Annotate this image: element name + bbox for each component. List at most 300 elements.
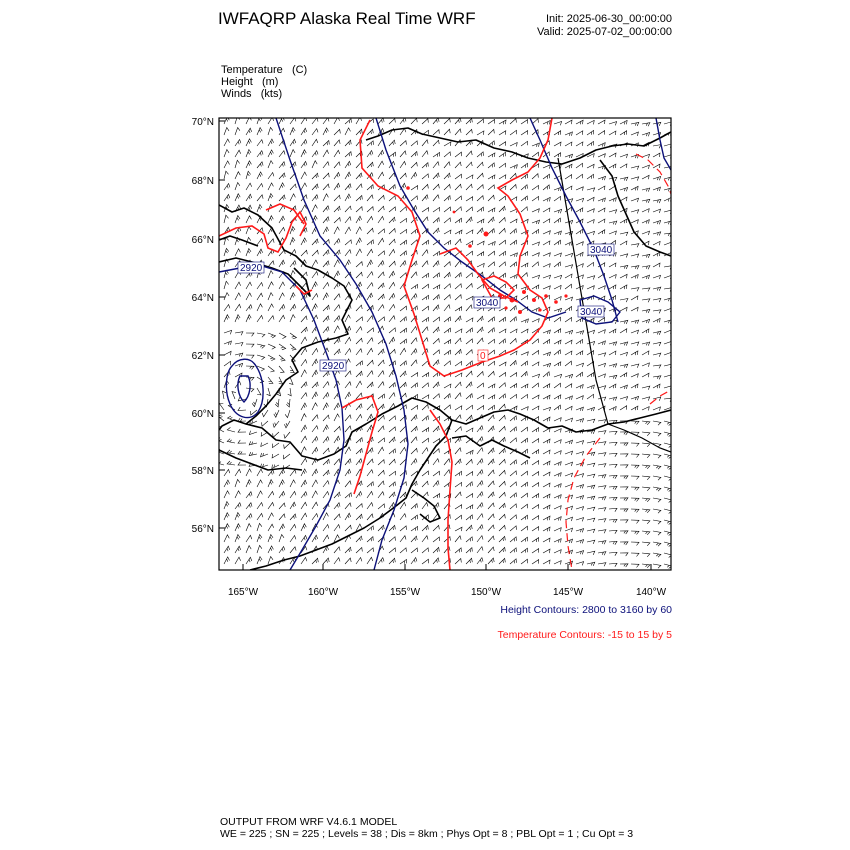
- wind-barb: [433, 426, 439, 432]
- wind-barb: [620, 320, 628, 324]
- wind-barb: [444, 547, 450, 553]
- wind-barb: [499, 206, 505, 212]
- wind-barb: [433, 251, 440, 256]
- wind-barb: [290, 150, 295, 157]
- wind-barb: [664, 352, 672, 356]
- wind-barb: [488, 129, 494, 135]
- wind-barb: [444, 350, 451, 355]
- wind-barb: [224, 361, 231, 366]
- wind-barb: [367, 162, 373, 168]
- wind-barb: [609, 364, 617, 368]
- wind-barb: [653, 553, 661, 557]
- wind-barb: [235, 535, 240, 543]
- wind-barb: [455, 361, 462, 366]
- wind-barb: [301, 436, 307, 443]
- wind-barb: [389, 282, 395, 289]
- wind-barb: [301, 128, 307, 135]
- wind-barb: [290, 315, 295, 322]
- wind-barb: [257, 315, 263, 322]
- wind-barb: [238, 451, 246, 454]
- wind-barb: [543, 174, 550, 179]
- wind-barb: [631, 564, 639, 568]
- wind-barb: [532, 406, 539, 410]
- wind-barb: [664, 242, 672, 246]
- wind-barb: [466, 230, 473, 234]
- wind-barb: [554, 231, 561, 235]
- wind-barb: [532, 560, 539, 564]
- wind-barb: [466, 505, 473, 509]
- wind-barb: [334, 326, 340, 333]
- wind-barb: [279, 173, 285, 179]
- wind-barb: [422, 317, 429, 322]
- wind-barb: [378, 504, 384, 509]
- wind-barb: [587, 188, 595, 192]
- wind-barb: [576, 363, 584, 367]
- wind-barb: [488, 547, 494, 553]
- wind-barb: [543, 450, 550, 454]
- wind-barb: [609, 198, 616, 202]
- wind-barb: [224, 491, 229, 498]
- wind-barb: [235, 150, 241, 157]
- wind-barb: [664, 275, 672, 279]
- wind-barb: [356, 459, 362, 465]
- wind-barb: [356, 558, 362, 565]
- wind-barb: [422, 240, 429, 245]
- wind-barb: [477, 437, 483, 443]
- wind-barb: [301, 140, 307, 147]
- wind-barb: [620, 232, 628, 236]
- wind-barb: [554, 528, 561, 532]
- wind-barb: [477, 228, 483, 234]
- wind-barb: [554, 374, 562, 378]
- wind-barb: [532, 262, 538, 267]
- wind-barb: [345, 469, 351, 476]
- wind-barb: [587, 507, 595, 511]
- wind-barb: [554, 153, 561, 157]
- wind-barb: [499, 459, 505, 465]
- wind-barb: [532, 174, 538, 179]
- wind-barb: [367, 195, 373, 201]
- wind-barb: [257, 523, 262, 531]
- wind-barb: [477, 536, 483, 542]
- wind-barb: [477, 558, 483, 564]
- wind-barb: [345, 184, 351, 190]
- wind-barb: [455, 174, 462, 179]
- wind-barb: [268, 150, 273, 157]
- wind-barb: [532, 242, 539, 246]
- longitude-tick-label: 150°W: [470, 587, 502, 598]
- wind-barb: [642, 407, 649, 411]
- wind-barb: [444, 525, 450, 531]
- wind-barb: [543, 208, 550, 212]
- wind-barb: [499, 470, 505, 476]
- wind-barb: [223, 391, 227, 399]
- wind-barb: [422, 361, 428, 366]
- wind-barb: [433, 327, 439, 333]
- wind-barb: [543, 538, 550, 542]
- wind-barb: [466, 450, 473, 454]
- wind-barb: [554, 462, 561, 466]
- wind-barb: [345, 161, 351, 168]
- wind-barb: [609, 486, 617, 489]
- wind-barb: [477, 406, 484, 410]
- wind-barb: [422, 438, 429, 443]
- wind-barb: [257, 503, 263, 510]
- wind-barb: [323, 535, 329, 542]
- wind-barb: [422, 284, 429, 289]
- wind-barb: [224, 281, 229, 289]
- wind-barb: [246, 305, 252, 311]
- wind-barb: [268, 239, 274, 245]
- wind-barb: [620, 254, 628, 258]
- wind-barb: [609, 563, 617, 566]
- wind-barb: [576, 142, 583, 146]
- wind-barb: [323, 316, 329, 322]
- wind-barb: [565, 440, 573, 444]
- wind-barb: [288, 388, 292, 396]
- wind-barb: [312, 480, 318, 487]
- wind-barb: [488, 395, 495, 399]
- wind-barb: [642, 288, 650, 292]
- wind-barb: [235, 249, 240, 256]
- wind-barb: [587, 518, 595, 522]
- wind-barb: [224, 194, 230, 201]
- wind-barb: [411, 172, 417, 179]
- wind-barb: [378, 447, 384, 454]
- wind-barb: [257, 480, 262, 487]
- wind-barb: [631, 396, 639, 400]
- wind-barb: [378, 305, 384, 311]
- wind-barb: [642, 465, 650, 469]
- page-title: IWFAQRP Alaska Real Time WRF: [218, 9, 476, 28]
- wind-barb: [268, 524, 274, 531]
- wind-barb: [488, 448, 494, 454]
- wind-barb: [356, 305, 362, 311]
- wind-barb: [510, 253, 517, 257]
- wind-barb: [356, 349, 362, 355]
- wind-barb: [466, 175, 473, 179]
- wind-barb: [356, 404, 362, 410]
- height-contours-note: Height Contours: 2800 to 3160 by 60: [500, 604, 672, 616]
- wind-barb: [521, 407, 528, 411]
- wind-barb: [565, 242, 572, 246]
- longitude-tick-label: 160°W: [307, 587, 339, 598]
- wind-barb: [312, 161, 317, 168]
- wind-barb: [389, 548, 395, 553]
- wind-barb: [587, 164, 594, 168]
- wind-barb: [620, 285, 627, 289]
- wind-barb: [664, 308, 672, 312]
- wind-barb: [356, 338, 362, 344]
- wind-barb: [455, 482, 462, 487]
- wind-barb: [565, 274, 572, 278]
- wind-barb: [334, 305, 340, 311]
- latitude-tick-label: 64°N: [191, 293, 214, 304]
- wind-barb: [609, 275, 616, 279]
- wind-barb: [477, 316, 483, 322]
- wind-barb: [422, 471, 428, 476]
- wind-barb: [312, 348, 318, 355]
- wind-barb: [499, 547, 505, 553]
- wind-barb: [367, 141, 373, 146]
- wind-barb: [389, 437, 395, 443]
- wind-barb: [631, 454, 639, 458]
- wind-barb: [554, 308, 562, 312]
- wind-barb: [653, 498, 661, 502]
- wind-barb: [488, 262, 494, 267]
- wind-barb: [238, 407, 246, 410]
- wind-barb: [301, 205, 307, 212]
- wind-barb: [609, 464, 617, 467]
- wind-barb: [444, 361, 450, 366]
- wind-barb: [356, 227, 362, 234]
- wind-barb: [543, 286, 550, 290]
- wind-barb: [345, 240, 351, 245]
- wind-barb: [631, 384, 638, 388]
- wind-barb: [609, 508, 617, 511]
- wind-barb: [334, 403, 340, 410]
- wind-barb: [345, 250, 351, 256]
- wind-barb: [499, 152, 506, 157]
- wind-barb: [455, 218, 462, 223]
- wind-barb: [620, 385, 627, 389]
- wind-barb: [642, 454, 650, 458]
- wind-barb: [422, 174, 428, 179]
- wind-barb: [620, 432, 628, 435]
- wind-barb: [532, 483, 539, 487]
- wind-barb: [477, 338, 483, 344]
- wind-barb: [576, 407, 583, 411]
- wind-barb: [334, 140, 340, 146]
- wind-barb: [235, 194, 240, 201]
- wind-barb: [389, 349, 395, 355]
- wind-barb: [576, 275, 583, 279]
- wind-barb: [521, 471, 528, 476]
- wind-barb: [334, 150, 340, 157]
- wind-barb: [521, 504, 528, 509]
- height-label: 3040: [580, 307, 603, 318]
- wind-barb: [227, 427, 235, 432]
- wind-barb: [249, 431, 257, 435]
- wind-barb: [587, 141, 594, 146]
- wind-barb: [653, 487, 661, 491]
- wind-barb: [246, 492, 252, 498]
- wind-barb: [543, 185, 549, 190]
- wind-barb: [554, 187, 562, 191]
- wind-barb: [521, 163, 528, 168]
- wind-barb: [477, 284, 484, 289]
- wind-barb: [554, 395, 561, 399]
- wind-barb: [235, 172, 240, 179]
- wind-barb: [543, 384, 550, 388]
- wind-barb: [422, 481, 428, 487]
- wind-barb: [653, 509, 661, 513]
- wind-barb: [389, 185, 395, 190]
- wind-barb: [488, 371, 494, 377]
- wind-barb: [246, 535, 252, 542]
- wind-barb: [367, 240, 373, 245]
- wind-barb: [466, 537, 472, 542]
- wind-barb: [455, 459, 461, 465]
- wind-barb: [345, 382, 351, 388]
- wind-barb: [356, 184, 362, 190]
- footer-config-line: WE = 225 ; SN = 225 ; Levels = 38 ; Dis = 8km ; Phys Opt = 8 ; PBL Opt = 1 ; Cu Opt = 3: [220, 828, 634, 840]
- wind-barb: [466, 415, 472, 421]
- wind-barb: [345, 152, 351, 157]
- wind-barb: [554, 350, 560, 355]
- wind-barb: [323, 128, 328, 135]
- wind-barb: [367, 216, 373, 223]
- wind-barb: [576, 331, 584, 335]
- wind-barb: [290, 480, 295, 487]
- wind-barb: [411, 558, 417, 565]
- wind-barb: [631, 342, 639, 346]
- wind-barb: [224, 524, 229, 531]
- wind-barb: [587, 120, 594, 124]
- wind-barb: [301, 161, 307, 168]
- wind-barb: [543, 494, 550, 498]
- wind-barb: [620, 154, 628, 158]
- wind-barb: [521, 120, 528, 124]
- wind-barb: [455, 406, 462, 410]
- wind-barb: [653, 145, 661, 149]
- wind-barb: [510, 373, 517, 377]
- wind-barb: [246, 366, 254, 369]
- wind-barb: [576, 339, 583, 344]
- wind-barb: [576, 441, 584, 445]
- wind-barb: [367, 491, 373, 498]
- wind-barb: [411, 426, 417, 432]
- wind-barb: [609, 384, 616, 388]
- wind-barb: [433, 261, 439, 267]
- wind-barb: [312, 304, 317, 311]
- wind-barb: [620, 274, 627, 278]
- wind-barb: [466, 472, 473, 476]
- wind-barb: [543, 417, 550, 421]
- wind-barb: [400, 339, 406, 344]
- wind-barb: [499, 426, 505, 432]
- wind-barb: [598, 186, 605, 190]
- wind-barb: [565, 142, 572, 146]
- wind-barb: [400, 438, 406, 443]
- wind-barb: [554, 484, 561, 488]
- wind-barb: [279, 524, 285, 531]
- wind-barb: [653, 331, 661, 335]
- wind-barb: [273, 421, 279, 427]
- wind-barb: [378, 525, 384, 531]
- wind-barb: [488, 405, 495, 410]
- wind-barb: [224, 128, 229, 136]
- wind-barb: [301, 337, 307, 344]
- wind-barb: [246, 344, 254, 347]
- wind-barb: [235, 293, 241, 300]
- wind-barb: [389, 271, 395, 278]
- wind-barb: [323, 425, 329, 432]
- wind-barb: [323, 150, 329, 157]
- wind-barb: [378, 216, 384, 223]
- wind-barb: [268, 491, 274, 498]
- wind-barb: [422, 195, 428, 201]
- wind-barb: [356, 449, 362, 455]
- wind-barb: [598, 341, 605, 345]
- wind-barb: [620, 299, 628, 303]
- wind-barb: [565, 284, 572, 289]
- wind-barb: [246, 355, 254, 358]
- wind-barb: [389, 558, 395, 564]
- wind-barb: [246, 161, 251, 168]
- wind-barb: [620, 352, 628, 356]
- wind-barb: [400, 382, 406, 388]
- wind-barb: [477, 470, 483, 476]
- wind-barb: [455, 316, 461, 322]
- wind-barb: [301, 557, 307, 564]
- wind-barb: [576, 252, 583, 256]
- wind-barb: [334, 172, 340, 179]
- wind-barb: [290, 293, 295, 300]
- wind-barb: [521, 196, 527, 201]
- wind-barb: [411, 272, 417, 278]
- wind-barb: [367, 537, 373, 542]
- wind-barb: [554, 561, 561, 565]
- wind-barb: [411, 349, 417, 355]
- wind-barb: [301, 458, 307, 465]
- wind-barb: [466, 284, 472, 290]
- wind-barb: [411, 526, 418, 531]
- wind-barb: [323, 437, 329, 443]
- wind-barb: [433, 118, 439, 124]
- wind-barb: [444, 118, 450, 124]
- wind-barb: [422, 559, 429, 564]
- wind-barb: [312, 535, 318, 542]
- wind-barb: [565, 175, 572, 179]
- wind-barb: [510, 185, 516, 191]
- wind-barb: [433, 547, 439, 553]
- wind-barb: [587, 385, 594, 389]
- wind-barb: [367, 557, 373, 564]
- wind-barb: [367, 129, 373, 135]
- wind-barb: [510, 471, 516, 476]
- wind-barb: [554, 440, 561, 444]
- wind-barb: [301, 172, 307, 179]
- wind-barb: [631, 465, 639, 469]
- wind-barb: [312, 382, 318, 388]
- wind-barb: [554, 240, 561, 245]
- wind-barb: [532, 538, 539, 542]
- wind-barb: [609, 375, 617, 379]
- wind-barb: [257, 195, 263, 201]
- wind-barb: [334, 514, 340, 520]
- wind-barb: [576, 208, 583, 212]
- wind-barb: [389, 449, 395, 454]
- wind-barb: [400, 502, 406, 509]
- wind-barb: [609, 475, 617, 478]
- wind-barb: [477, 119, 483, 124]
- wind-barb: [378, 481, 384, 487]
- wind-barb: [433, 558, 439, 564]
- wind-barb: [378, 283, 384, 289]
- wind-barb: [565, 506, 573, 510]
- wind-barb: [232, 392, 236, 399]
- wind-barb: [521, 207, 527, 212]
- wind-barb: [653, 476, 661, 480]
- wind-barb: [532, 428, 539, 432]
- wind-barb: [609, 530, 617, 533]
- wind-barb: [488, 361, 495, 366]
- wind-barb: [224, 535, 229, 542]
- wind-barb: [400, 173, 406, 179]
- wind-barb: [268, 194, 273, 202]
- wind-barb: [356, 504, 362, 509]
